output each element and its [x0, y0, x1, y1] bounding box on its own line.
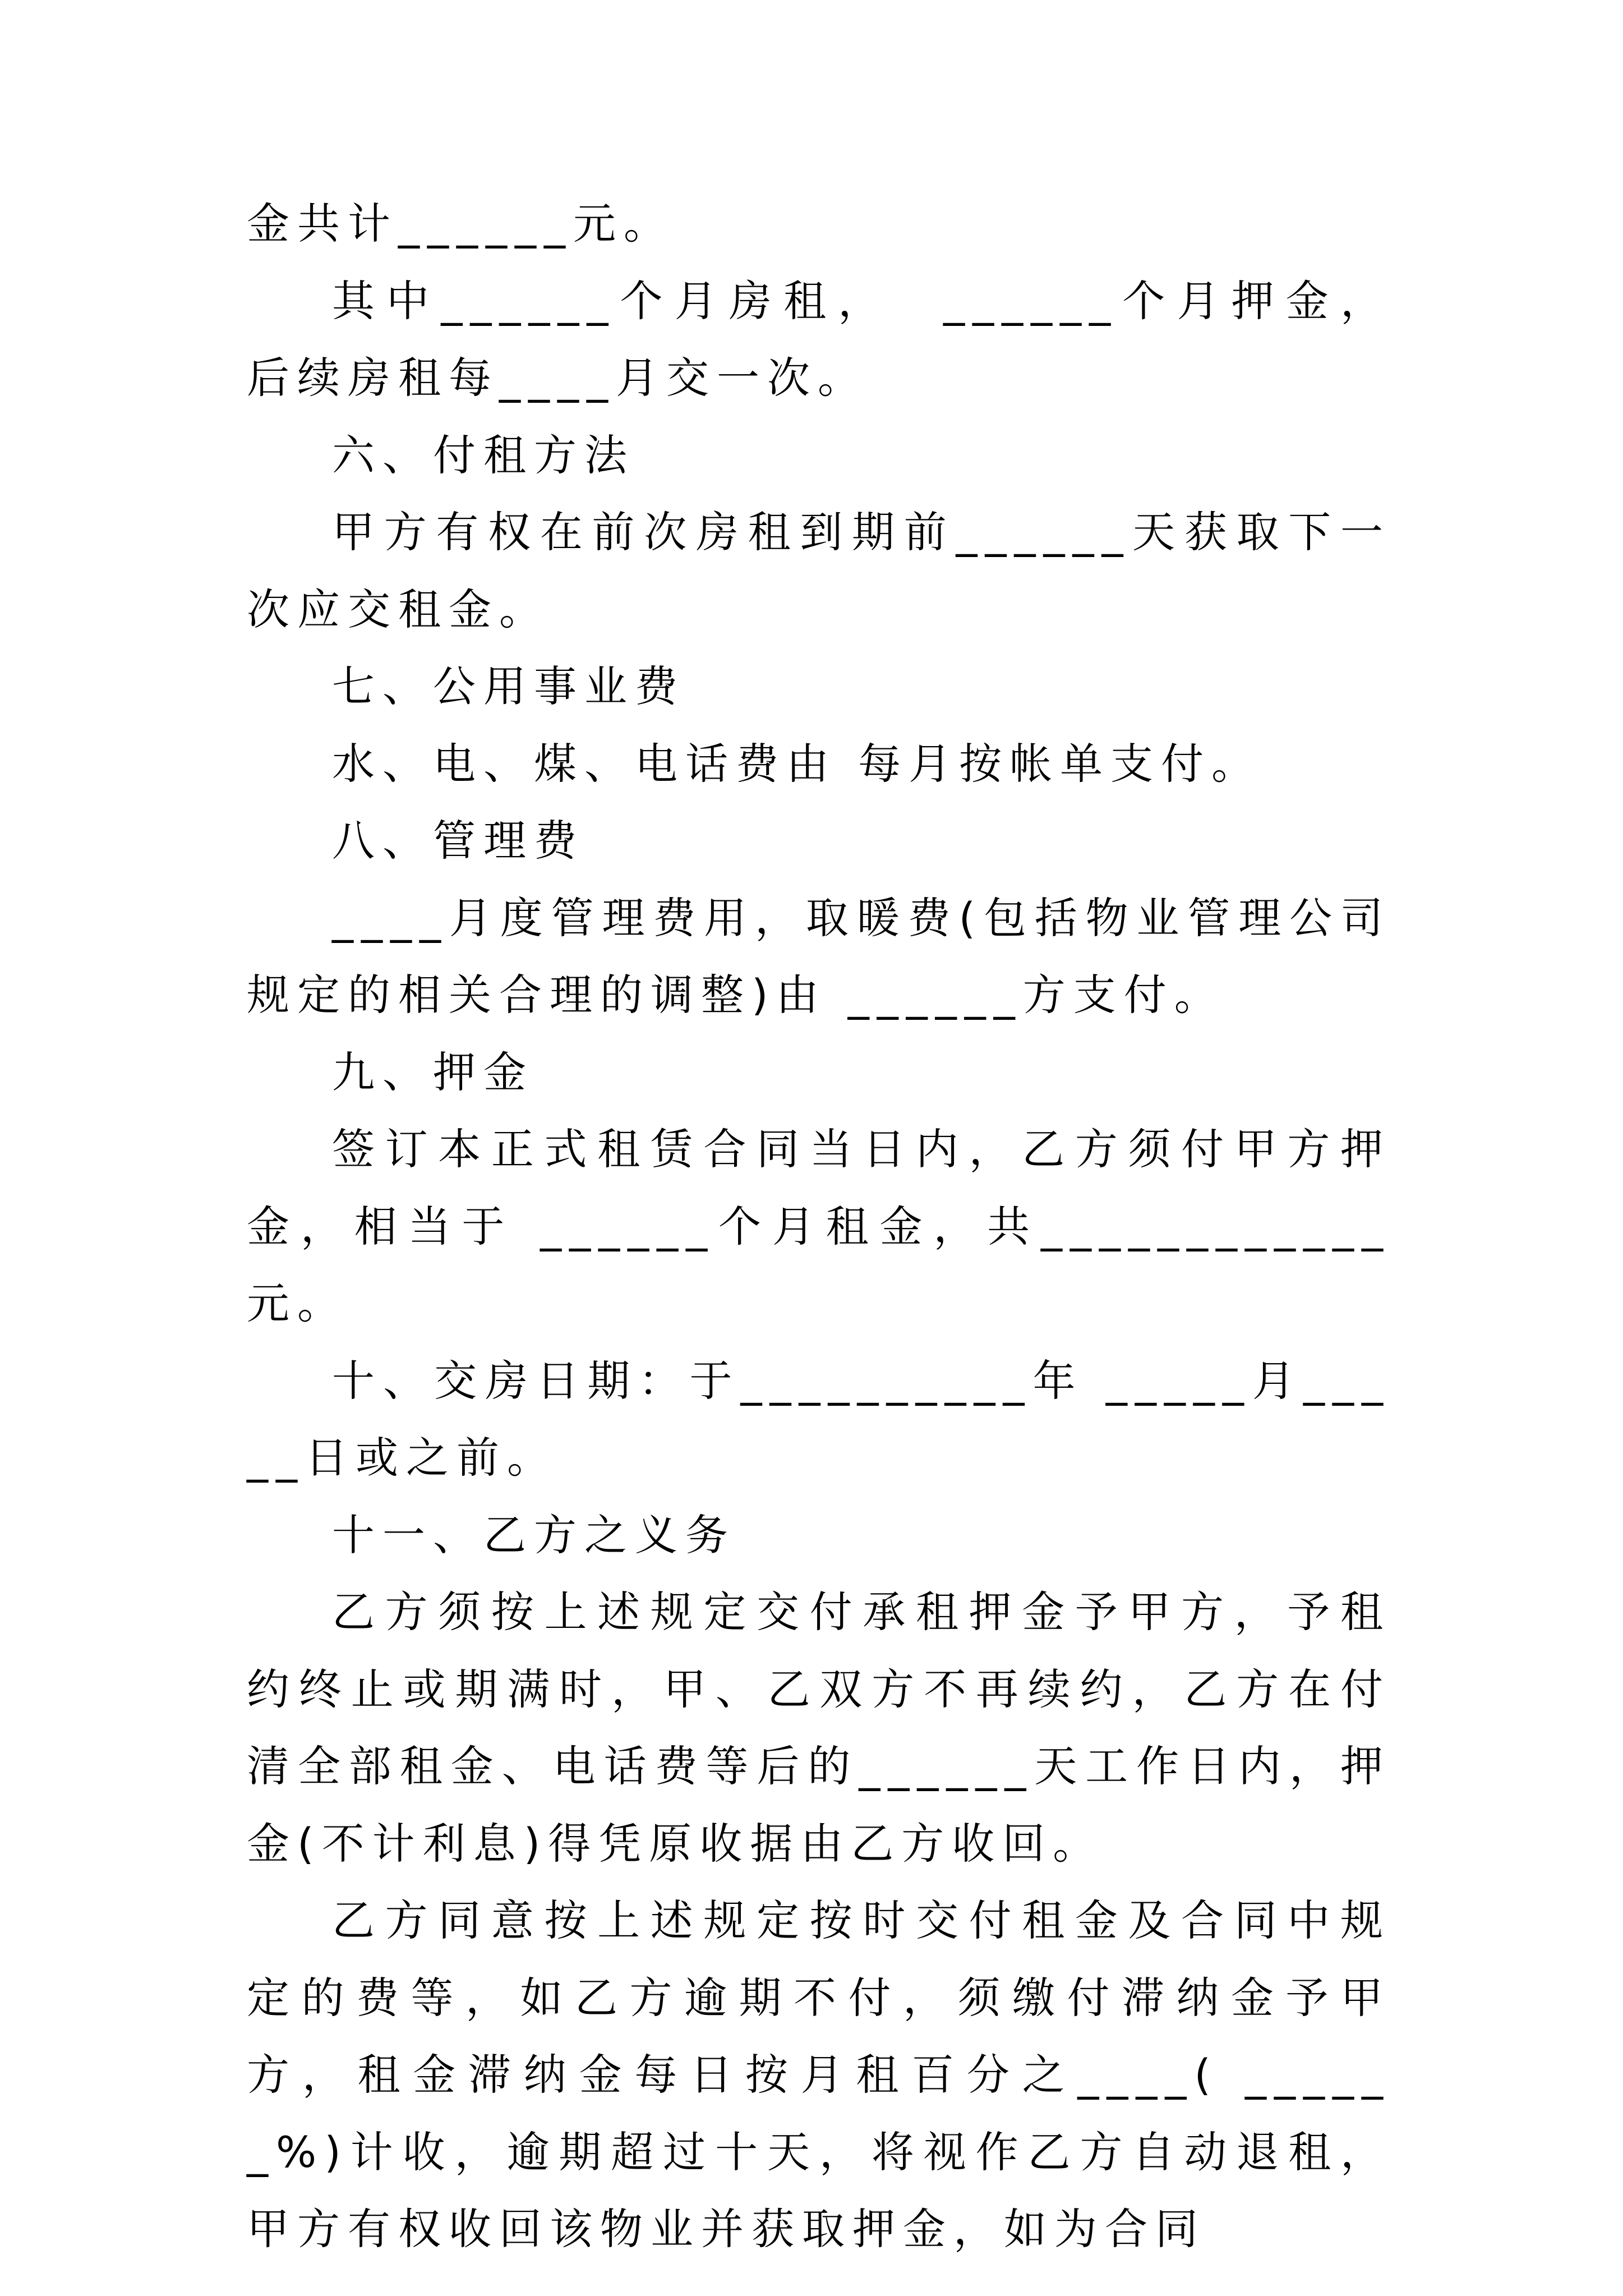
paragraph-rent-breakdown: 其中______个月房租， ______个月押金， 后续房租每____月交一次。 [247, 275, 1434, 403]
paragraph-deposit-total: 金共计______元。 [247, 199, 674, 249]
paragraph-payment-method: 甲方有权在前次房租到期前______天获取下一次应交租金。 [247, 507, 1391, 634]
paragraph-management-fee: ____月度管理费用，取暖费(包括物业管理公司规定的相关合理的调整)由 ______方支付。 [247, 892, 1391, 1020]
paragraph-deposit: 签订本正式租赁合同当日内，乙方须付甲方押金，相当于 ______个月租金，共____________元。 [247, 1124, 1391, 1328]
heading-handover-date: 十、交房日期：于__________年 _____月_____日或之前。 [247, 1355, 1391, 1483]
document-body [247, 185, 1434, 2268]
heading-payment-method: 六、付租方法 [332, 430, 635, 480]
heading-management-fee: 八、管理费 [332, 816, 584, 866]
paragraph-tenant-obligation-late-fee: 乙方同意按上述规定按时交付租金及合同中规定的费等，如乙方逾期不付，须缴付滞纳金予甲方，租金滞纳金每日按月租百分之____( ______%)计收，逾期超过十天，将视作乙方自动退租，甲方有权收回该物业并获取押金，如为合同 [247, 1895, 1391, 2254]
heading-tenant-obligations: 十一、乙方之义务 [332, 1510, 736, 1560]
paragraph-utilities: 水、电、煤、电话费由 每月按帐单支付。 [332, 738, 1262, 789]
paragraph-tenant-obligation-deposit: 乙方须按上述规定交付承租押金予甲方，予租约终止或期满时，甲、乙双方不再续约，乙方在付清全部租金、电话费等后的______天工作日内，押金(不计利息)得凭原收据由乙方收回。 [247, 1587, 1391, 1869]
heading-deposit: 九、押金 [332, 1047, 534, 1097]
heading-utilities: 七、公用事业费 [332, 661, 685, 711]
